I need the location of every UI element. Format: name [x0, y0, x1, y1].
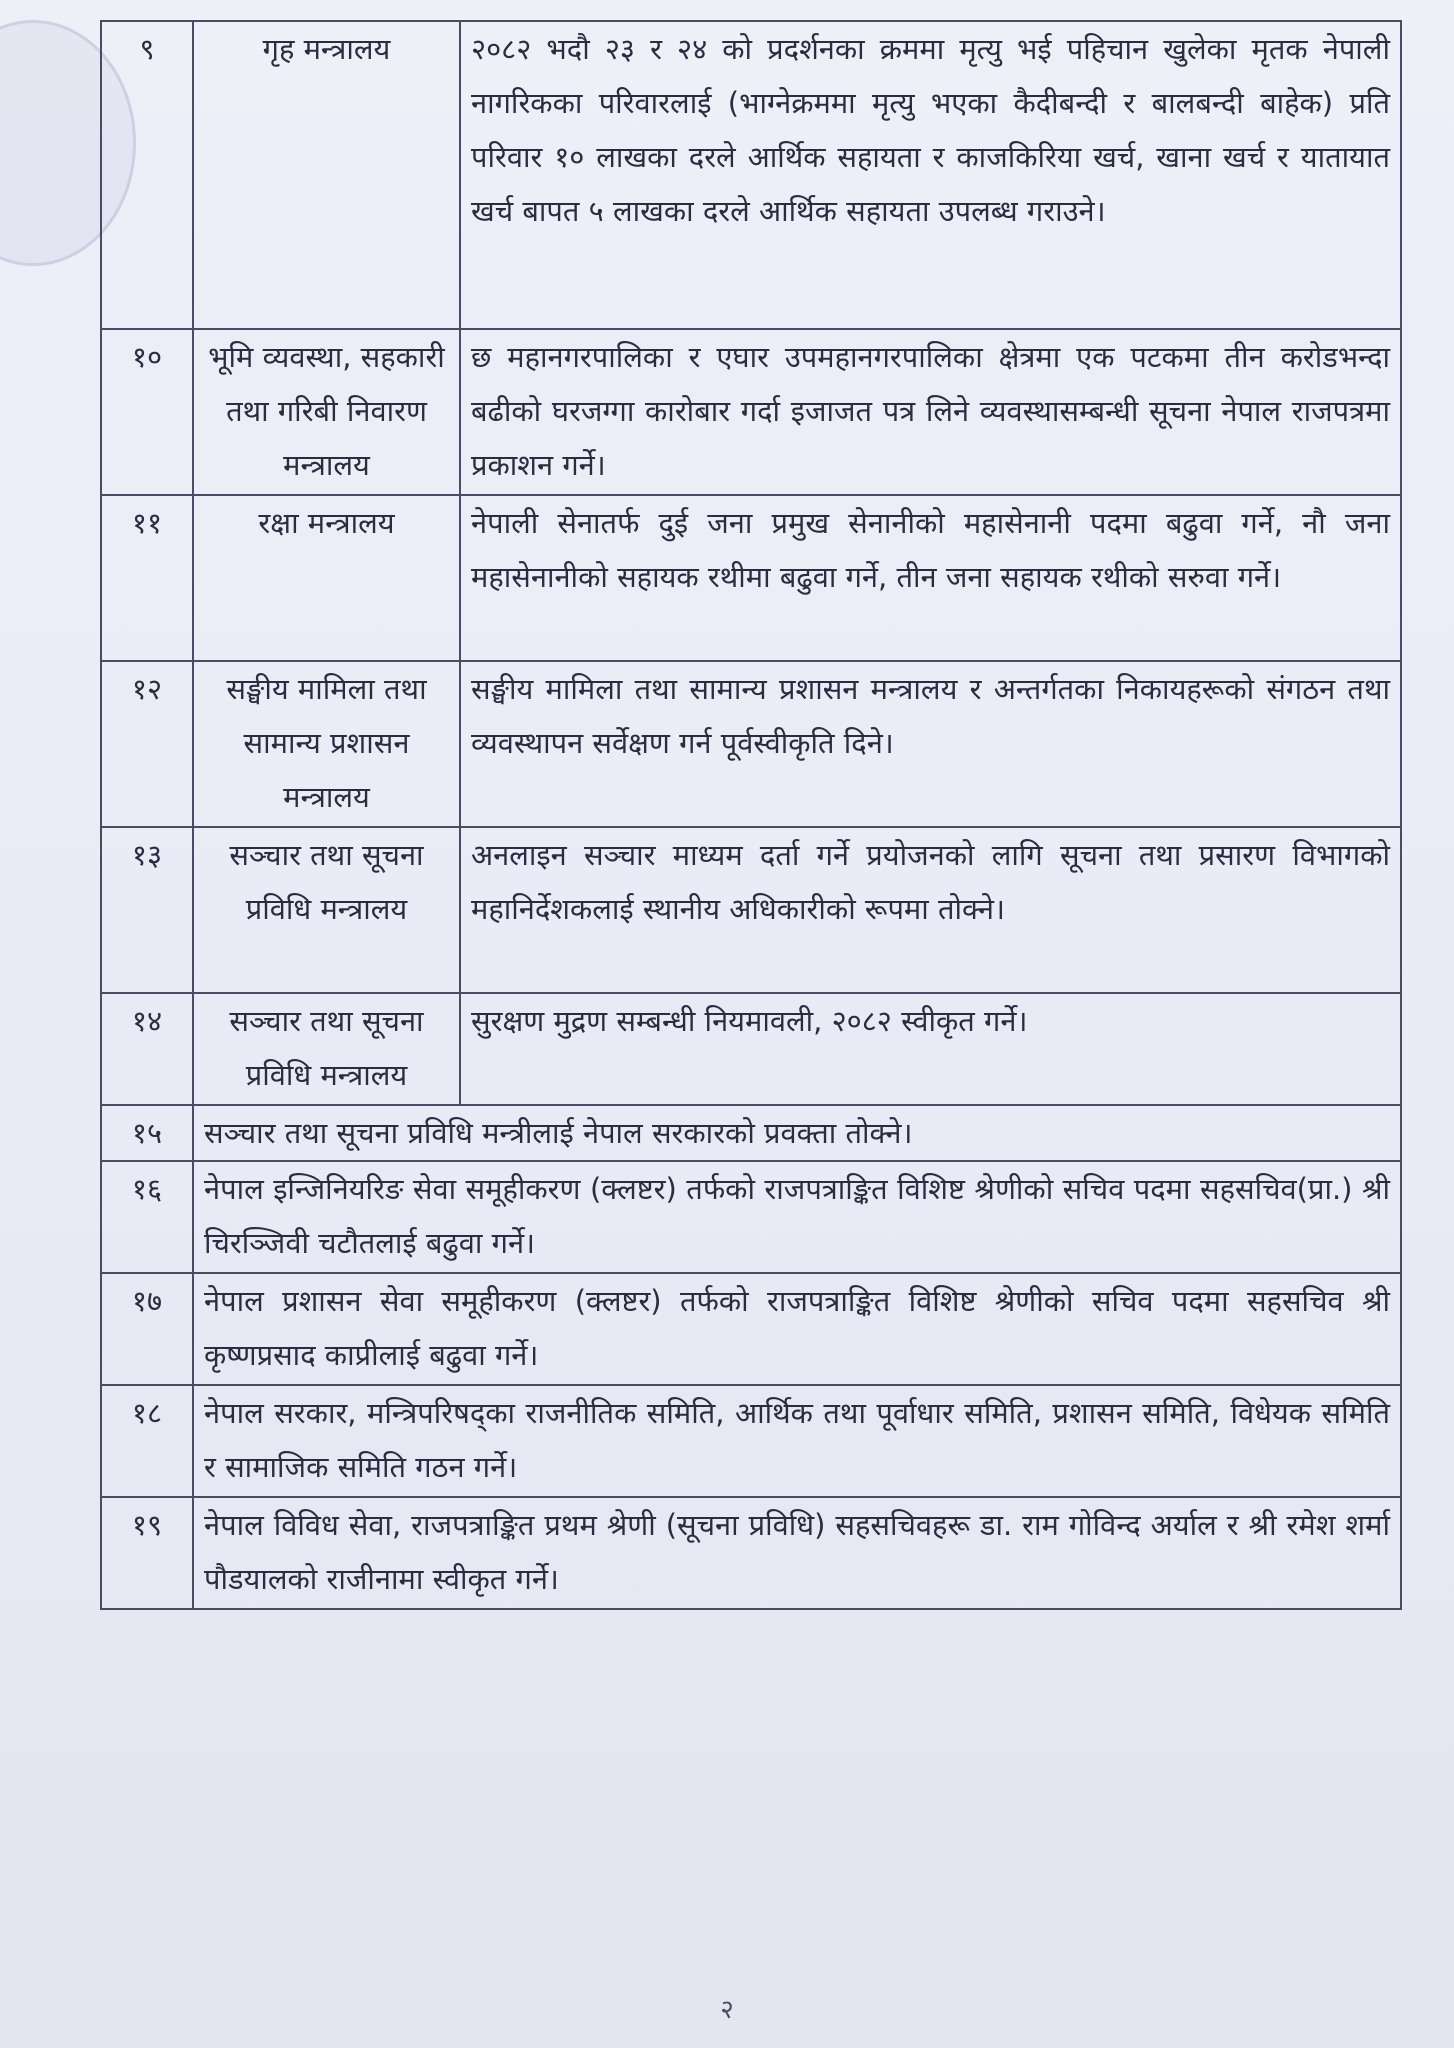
- decision-text: नेपाली सेनातर्फ दुई जना प्रमुख सेनानीको महासेनानी पदमा बढुवा गर्ने, नौ जना महासेनानीको सहायक रथीमा बढुवा गर्ने, तीन जना सहायक रथीको सरुवा गर्ने।: [460, 495, 1401, 661]
- table-row: [101, 1161, 1401, 1273]
- row-number: १९: [101, 1497, 193, 1609]
- ministry-name: भूमि व्यवस्था, सहकारी तथा गरिबी निवारण मन्त्रालय: [193, 329, 460, 495]
- decision-text: नेपाल सरकार, मन्त्रिपरिषद्का राजनीतिक समिति, आर्थिक तथा पूर्वाधार समिति, प्रशासन समिति, विधेयक समिति र सामाजिक समिति गठन गर्ने।: [193, 1385, 1401, 1497]
- decision-text: २०८२ भदौ २३ र २४ को प्रदर्शनका क्रममा मृत्यु भई पहिचान खुलेका मृतक नेपाली नागरिकका परिवारलाई (भाग्नेक्रममा मृत्यु भएका कैदीबन्दी र बालबन्दी बाहेक) प्रति परिवार १० लाखका दरले आर्थिक सहायता र काजकिरिया खर्च, खाना खर्च र यातायात खर्च बापत ५ लाखका दरले आर्थिक सहायता उपलब्ध गराउने।: [460, 21, 1401, 329]
- ministry-name: सङ्घीय मामिला तथा सामान्य प्रशासन मन्त्रालय: [193, 661, 460, 827]
- row-number: १०: [101, 329, 193, 495]
- row-number: १३: [101, 827, 193, 993]
- table-row: [101, 1497, 1401, 1609]
- decision-text: नेपाल प्रशासन सेवा समूहीकरण (क्लष्टर) तर्फको राजपत्राङ्कित विशिष्ट श्रेणीको सचिव पदमा सहसचिव श्री कृष्णप्रसाद काप्रीलाई बढुवा गर्ने।: [193, 1273, 1401, 1385]
- decision-text: नेपाल विविध सेवा, राजपत्राङ्कित प्रथम श्रेणी (सूचना प्रविधि) सहसचिवहरू डा. राम गोविन्द अर्याल र श्री रमेश शर्मा पौडयालको राजीनामा स्वीकृत गर्ने।: [193, 1497, 1401, 1609]
- decision-text: सुरक्षण मुद्रण सम्बन्धी नियमावली, २०८२ स्वीकृत गर्ने।: [460, 993, 1401, 1105]
- ministry-name: रक्षा मन्त्रालय: [193, 495, 460, 661]
- row-number: १८: [101, 1385, 193, 1497]
- page-number: २: [720, 1995, 734, 2025]
- decision-text: सञ्चार तथा सूचना प्रविधि मन्त्रीलाई नेपाल सरकारको प्रवक्ता तोक्ने।: [193, 1105, 1401, 1161]
- ministry-name: गृह मन्त्रालय: [193, 21, 460, 329]
- table-row: [101, 21, 1401, 329]
- row-number: ११: [101, 495, 193, 661]
- row-number: १५: [101, 1105, 193, 1161]
- ministry-name: सञ्चार तथा सूचना प्रविधि मन्त्रालय: [193, 993, 460, 1105]
- decision-text: छ महानगरपालिका र एघार उपमहानगरपालिका क्षेत्रमा एक पटकमा तीन करोडभन्दा बढीको घरजग्गा कारोबार गर्दा इजाजत पत्र लिने व्यवस्थासम्बन्धी सूचना नेपाल राजपत्रमा प्रकाशन गर्ने।: [460, 329, 1401, 495]
- row-number: १७: [101, 1273, 193, 1385]
- table-row: [101, 661, 1401, 827]
- row-number: १६: [101, 1161, 193, 1273]
- decision-text: अनलाइन सञ्चार माध्यम दर्ता गर्ने प्रयोजनको लागि सूचना तथा प्रसारण विभागको महानिर्देशकलाई स्थानीय अधिकारीको रूपमा तोक्ने।: [460, 827, 1401, 993]
- decision-text: नेपाल इन्जिनियरिङ सेवा समूहीकरण (क्लष्टर) तर्फको राजपत्राङ्कित विशिष्ट श्रेणीको सचिव पदमा सहसचिव(प्रा.) श्री चिरञ्जिवी चटौतलाई बढुवा गर्ने।: [193, 1161, 1401, 1273]
- cabinet-decisions-table: [100, 20, 1402, 1610]
- row-number: १४: [101, 993, 193, 1105]
- row-number: ९: [101, 21, 193, 329]
- table-row: [101, 1273, 1401, 1385]
- table-row: [101, 827, 1401, 993]
- table-row: [101, 495, 1401, 661]
- table-row: [101, 993, 1401, 1105]
- table-row: [101, 1105, 1401, 1161]
- decision-text: सङ्घीय मामिला तथा सामान्य प्रशासन मन्त्रालय र अन्तर्गतका निकायहरूको संगठन तथा व्यवस्थापन सर्वेक्षण गर्न पूर्वस्वीकृति दिने।: [460, 661, 1401, 827]
- table-row: [101, 329, 1401, 495]
- table-row: [101, 1385, 1401, 1497]
- ministry-name: सञ्चार तथा सूचना प्रविधि मन्त्रालय: [193, 827, 460, 993]
- row-number: १२: [101, 661, 193, 827]
